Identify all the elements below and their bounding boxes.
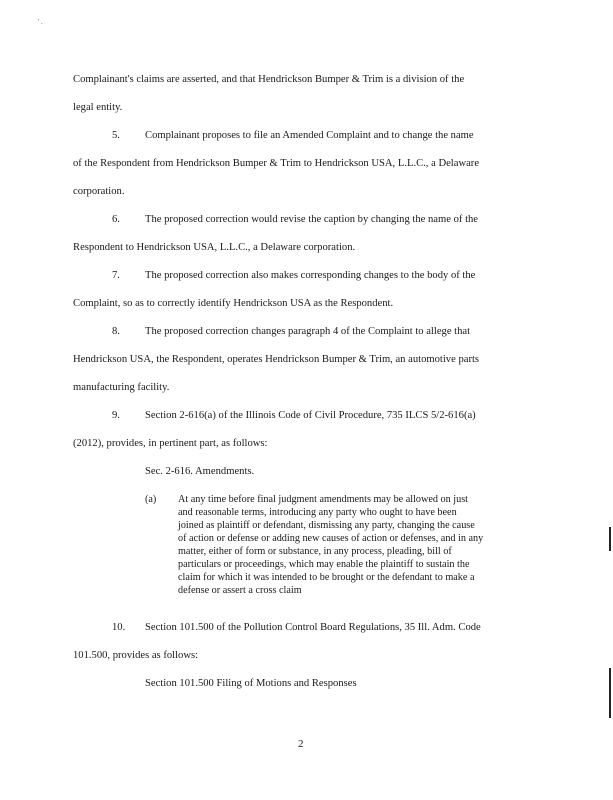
body-line: Complainant's claims are asserted, and that Hendrickson Bumper & Trim is a division of the bbox=[73, 74, 465, 85]
paragraph-number: 6. bbox=[112, 214, 120, 225]
quote-line: claim for which it was intended to be brought or the defendant to make a bbox=[178, 572, 475, 583]
body-line: The proposed correction also makes corresponding changes to the body of the bbox=[145, 270, 476, 281]
quote-line: defense or assert a cross claim bbox=[178, 585, 302, 596]
body-line: Section 2-616(a) of the Illinois Code of Civil Procedure, 735 ILCS 5/2-616(a) bbox=[145, 410, 476, 421]
quote-line: matter, either of form or substance, in any process, pleading, bill of bbox=[178, 546, 452, 557]
scan-edge-mark bbox=[609, 668, 611, 718]
quote-heading: Section 101.500 Filing of Motions and Responses bbox=[145, 678, 357, 689]
body-line: of the Respondent from Hendrickson Bumper & Trim to Hendrickson USA, L.L.C., a Delaware bbox=[73, 158, 480, 169]
body-line: Respondent to Hendrickson USA, L.L.C., a Delaware corporation. bbox=[73, 242, 356, 253]
paragraph-number: 5. bbox=[112, 130, 120, 141]
body-line: Section 101.500 of the Pollution Control Board Regulations, 35 Ill. Adm. Code bbox=[145, 622, 481, 633]
scan-edge-mark bbox=[609, 527, 611, 551]
corner-scan-mark: ' . bbox=[38, 18, 43, 26]
body-line: manufacturing facility. bbox=[73, 382, 170, 393]
body-line: legal entity. bbox=[73, 102, 123, 113]
quote-subsection-label: (a) bbox=[145, 494, 157, 505]
paragraph-number: 8. bbox=[112, 326, 120, 337]
page-number: 2 bbox=[298, 738, 304, 750]
quote-line: and reasonable terms, introducing any party who ought to have been bbox=[178, 507, 457, 518]
body-line: (2012), provides, in pertinent part, as follows: bbox=[73, 438, 268, 449]
body-line: corporation. bbox=[73, 186, 125, 197]
paragraph-number: 9. bbox=[112, 410, 120, 421]
quote-line: joined as plaintiff or defendant, dismissing any party, changing the cause bbox=[178, 520, 475, 531]
body-line: The proposed correction changes paragraph 4 of the Complaint to allege that bbox=[145, 326, 471, 337]
paragraph-number: 7. bbox=[112, 270, 120, 281]
body-line: Complainant proposes to file an Amended Complaint and to change the name bbox=[145, 130, 474, 141]
paragraph-number: 10. bbox=[112, 622, 126, 633]
quote-line: of action or defense or adding new causes of action or defenses, and in any bbox=[178, 533, 484, 544]
body-line: Complaint, so as to correctly identify Hendrickson USA as the Respondent. bbox=[73, 298, 394, 309]
body-line: The proposed correction would revise the caption by changing the name of the bbox=[145, 214, 479, 225]
quote-line: particulars or proceedings, which may enable the plaintiff to sustain the bbox=[178, 559, 470, 570]
quote-heading: Sec. 2-616. Amendments. bbox=[145, 466, 255, 477]
body-line: 101.500, provides as follows: bbox=[73, 650, 199, 661]
quote-line: At any time before final judgment amendments may be allowed on just bbox=[178, 494, 468, 505]
body-line: Hendrickson USA, the Respondent, operates Hendrickson Bumper & Trim, an automotive parts bbox=[73, 354, 480, 365]
